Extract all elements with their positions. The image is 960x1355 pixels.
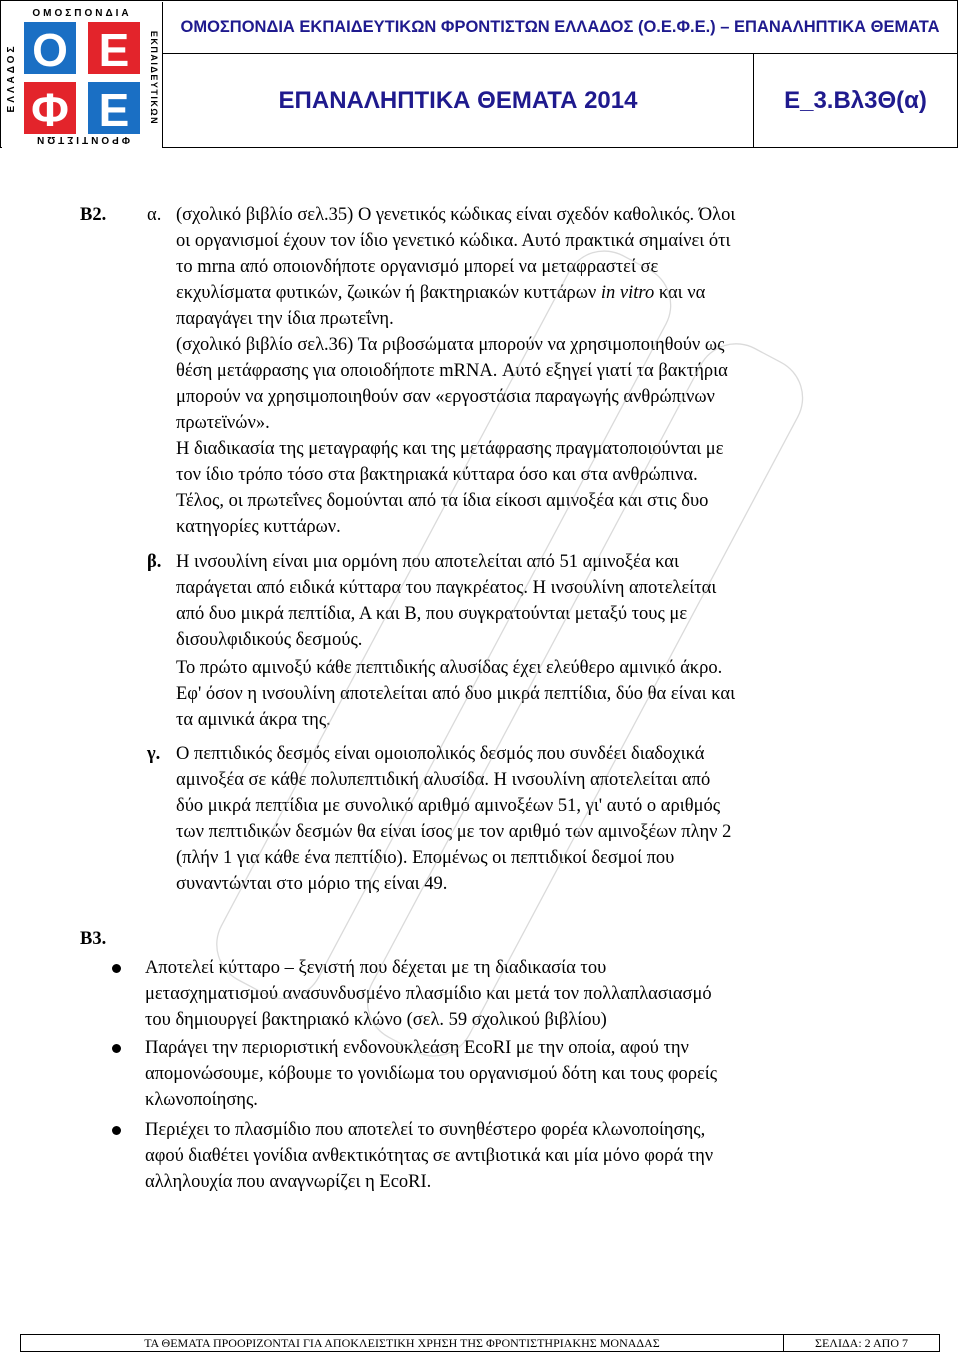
paragraph-line: Τέλος, οι πρωτεΐνες δομούνται από τα ίδια είκοσι αμινοξέα και στις δυο xyxy=(176,491,709,511)
paragraph-line xyxy=(176,280,705,306)
part-a-label: α. xyxy=(147,205,162,225)
paragraph-line: των πεπτιδικών δεσμών θα είναι ίσος με τον αριθμό των αμινοξέων πλην 2 xyxy=(176,822,732,842)
paragraph-line: αμινοξέα σε κάθε πολυπεπτιδική αλυσίδα. Η ινσουλίνη αποτελείται από xyxy=(176,770,711,790)
bullet-dot-icon xyxy=(112,1044,121,1053)
logo-letter-3: Φ xyxy=(31,84,69,136)
paragraph-line: παράγεται από ειδικά κύτταρα του παγκρέατος. Η ινσουλίνη αποτελείται xyxy=(176,578,717,598)
paragraph-line: κατηγορίες κυττάρων. xyxy=(176,517,341,537)
exam-code: Ε_3.Βλ3Θ(α) xyxy=(784,87,927,114)
bullet-line: του δημιουργεί βακτηριακό κλώνο (σελ. 59 σχολικού βιβλίου) xyxy=(145,1010,607,1030)
oefe-logo xyxy=(2,2,163,148)
page-footer xyxy=(20,1334,940,1352)
bullet-dot-icon xyxy=(112,1126,121,1135)
paragraph-line: από δυο μικρά πεπτίδια, Α και Β, που συγκρατούνται μεταξύ τους με xyxy=(176,604,688,624)
logo-right-text: ΕΚΠΑΙΔΕΥΤΙΚΩΝ xyxy=(149,30,159,126)
paragraph-line: (πλήν 1 για κάθε ένα πεπτίδιο). Επομένως οι πεπτιδικοί δεσμοί που xyxy=(176,848,675,868)
paragraph-line: οι οργανισμοί έχουν τον ίδιο γενετικό κώδικα. Αυτό πρακτικά σημαίνει ότι xyxy=(176,231,731,251)
logo-letter-4: Ε xyxy=(98,84,130,136)
logo-letter-1: Ο xyxy=(32,24,68,76)
logo-letter-2: Ε xyxy=(98,24,130,76)
paragraph-line: τα αμινικά άκρα της. xyxy=(176,710,331,730)
italic-term: in vitro xyxy=(600,283,655,303)
line-text: εκχυλίσματα φυτικών, ζωικών ή βακτηριακών κυττάρων xyxy=(176,283,597,303)
paragraph-line: πρωτεϊνών». xyxy=(176,413,270,433)
organization-title: ΟΜΟΣΠΟΝΔΙΑ ΕΚΠΑΙΔΕΥΤΙΚΩΝ ΦΡΟΝΤΙΣΤΩΝ ΕΛΛΑΔΟΣ (Ο.Ε.Φ.Ε.) – ΕΠΑΝΑΛΗΠΤΙΚΑ ΘΕΜΑΤΑ xyxy=(163,1,957,54)
bullet-line: κλωνοποίησης. xyxy=(145,1090,258,1110)
bullet-line: αφού διαθέτει γονίδια ανθεκτικότητας σε αντιβιοτικά και μία μόνο φορά την xyxy=(145,1146,714,1166)
paragraph-line: Η ινσουλίνη είναι μια ορμόνη που αποτελείται από 51 αμινοξέα και xyxy=(176,552,679,572)
paragraph-line: Ο πεπτιδικός δεσμός είναι ομοιοπολικός δεσμός που συνδέει διαδοχικά xyxy=(176,744,705,764)
paragraph-line: παραγάγει την ίδια πρωτεΐνη. xyxy=(176,309,394,329)
paragraph-line: δισουλφιδικούς δεσμούς. xyxy=(176,630,363,650)
paragraph-line: (σχολικό βιβλίο σελ.36) Τα ριβοσώματα μπορούν να χρησιμοποιηθούν ως xyxy=(176,335,725,355)
logo-top-text: ΟΜΟΣΠΟΝΔΙΑ xyxy=(32,8,132,19)
paragraph-line: τον ίδιο τρόπο τόσο στα βακτηριακά κύτταρα όσο και στα ανθρώπινα. xyxy=(176,465,698,485)
line-tail: και να xyxy=(658,283,706,303)
part-c-label: γ. xyxy=(147,744,161,764)
bullet-line: Αποτελεί κύτταρο – ξενιστή που δέχεται με τη διαδικασία του xyxy=(145,958,607,978)
paragraph-line: δύο μικρά πεπτίδια με συνολικό αριθμό αμινοξέων 51, γι' αυτό ο αριθμός xyxy=(176,796,721,816)
oefe-logo-graphic xyxy=(2,2,162,148)
page-number: ΣΕΛΙΔΑ: 2 ΑΠΟ 7 xyxy=(814,1336,909,1350)
bullet-line: Περιέχει το πλασμίδιο που αποτελεί το συνηθέστερο φορέα κλωνοποίησης, xyxy=(145,1120,706,1140)
paragraph-line: το mrna από οποιονδήποτε οργανισμό μπορεί να μεταφραστεί σε xyxy=(176,257,659,277)
section-b2-label: Β2. xyxy=(80,205,107,225)
logo-left-text: ΕΛΛΑΔΟΣ xyxy=(6,43,17,113)
section-b3-label: Β3. xyxy=(80,929,107,949)
bullet-line: μετασχηματισμού ανασυνδυσμένο πλασμίδιο και μετά τον πολλαπλασιασμό xyxy=(145,984,712,1004)
paragraph-line: Εφ' όσον η ινσουλίνη αποτελείται από δυο μικρά πεπτίδια, δύο θα είναι και xyxy=(176,684,736,704)
paragraph-line: Η διαδικασία της μεταγραφής και της μετάφρασης πραγματοποιούνται με xyxy=(176,439,724,459)
paragraph-line: συναντώνται στο μόριο της είναι 49. xyxy=(176,874,448,894)
bullet-dot-icon xyxy=(112,964,121,973)
bullet-line: Παράγει την περιοριστική ενδονουκλεάση EcoRI με την οποία, αφού την xyxy=(145,1038,689,1058)
part-b-label: β. xyxy=(147,552,162,572)
bullet-line: αλληλουχία που αναγνωρίζει η EcoRI. xyxy=(145,1172,432,1192)
exam-title: ΕΠΑΝΑΛΗΠΤΙΚΑ ΘΕΜΑΤΑ 2014 xyxy=(163,54,754,148)
paragraph-line: Το πρώτο αμινοξύ κάθε πεπτιδικής αλυσίδας έχει ελεύθερο αμινικό άκρο. xyxy=(176,658,723,678)
logo-bottom-text: ΦΡΟΝΤΙΣΤΩΝ xyxy=(34,134,130,145)
page-header xyxy=(0,0,958,148)
paragraph-line: θέση μετάφρασης για οποιοδήποτε mRNA. Αυτό εξηγεί γιατί τα βακτήρια xyxy=(176,361,728,381)
paragraph-line: (σχολικό βιβλίο σελ.35) Ο γενετικός κώδικας είναι σχεδόν καθολικός. Όλοι xyxy=(176,205,736,225)
paragraph-line: μπορούν να χρησιμοποιηθούν σαν «εργοστάσια παραγωγής ανθρώπινων xyxy=(176,387,715,407)
bullet-line: απομονώσουμε, κόβουμε το γονιδίωμα του οργανισμού δότη και τους φορείς xyxy=(145,1064,718,1084)
footer-notice: ΤΑ ΘΕΜΑΤΑ ΠΡΟΟΡΙΖΟΝΤΑΙ ΓΙΑ ΑΠΟΚΛΕΙΣΤΙΚΗ ΧΡΗΣΗ ΤΗΣ ΦΡΟΝΤΙΣΤΗΡΙΑΚΗΣ ΜΟΝΑΔΑΣ xyxy=(21,1335,784,1351)
